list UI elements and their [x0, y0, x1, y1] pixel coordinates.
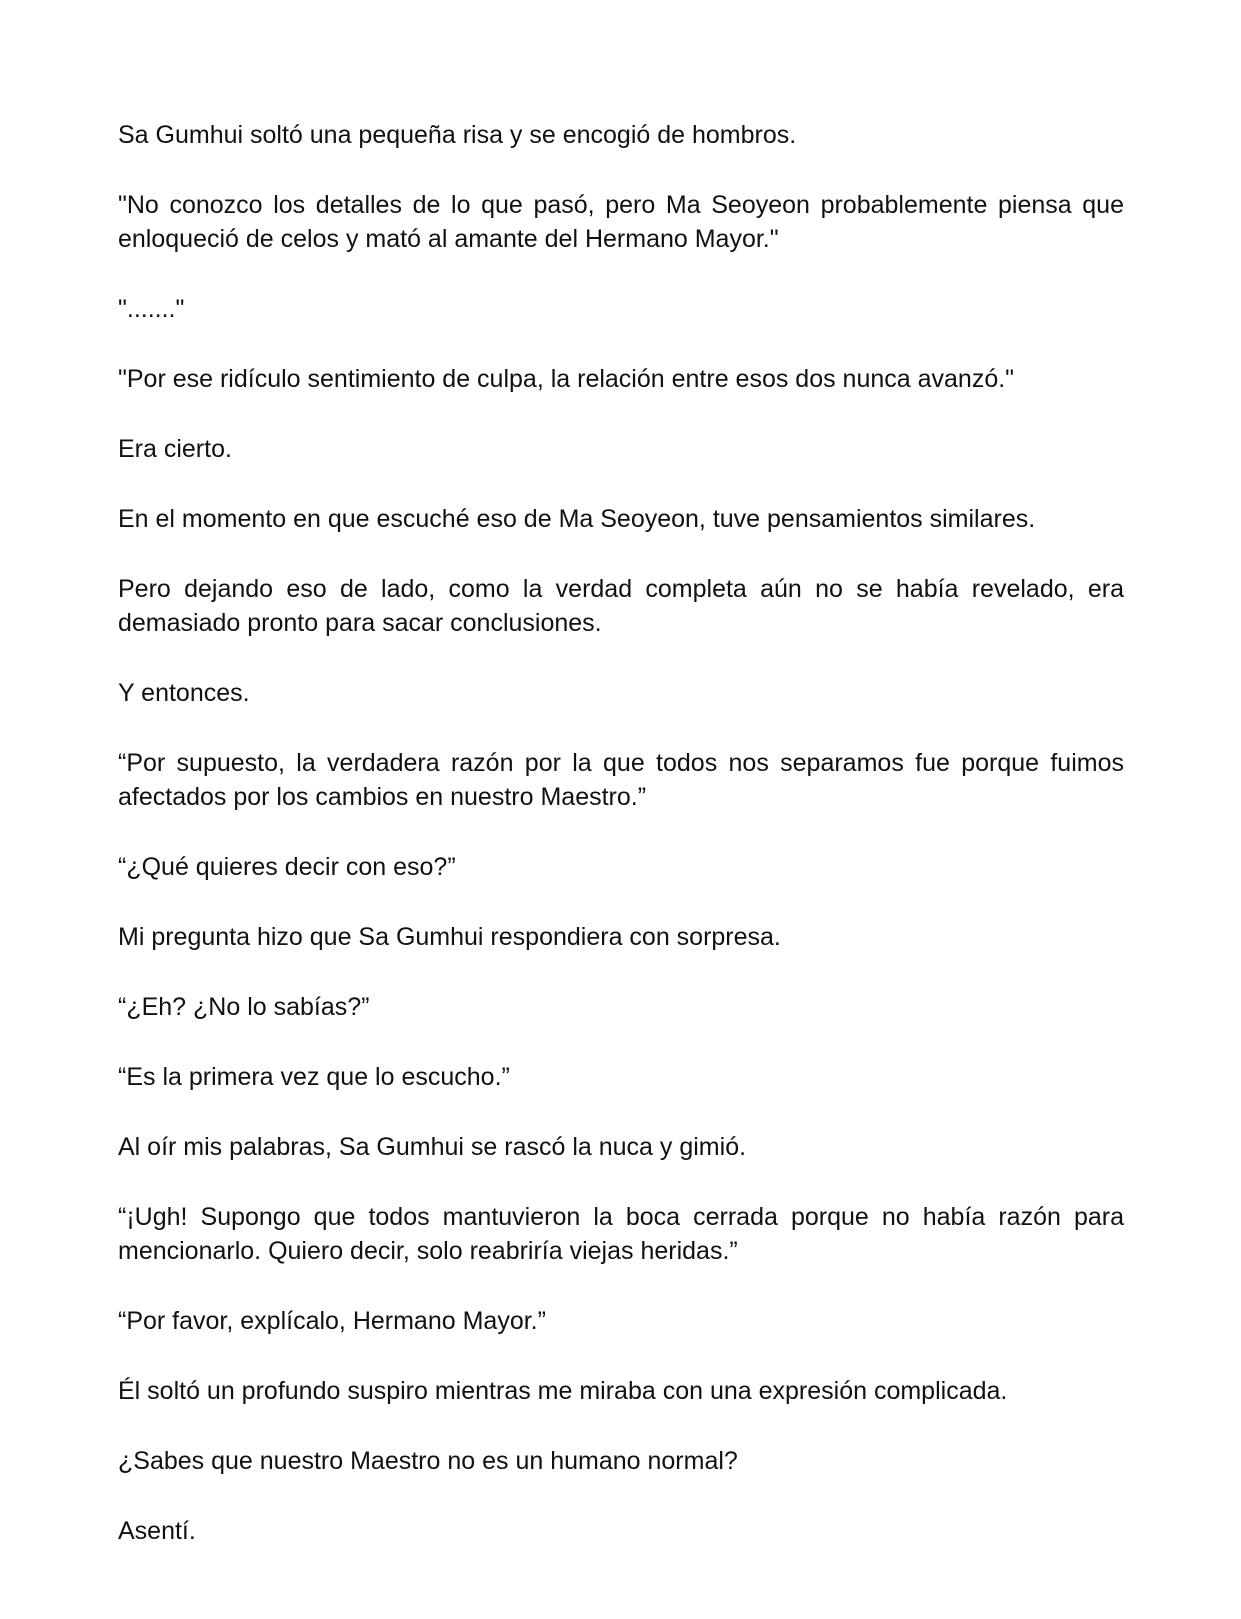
paragraph: Mi pregunta hizo que Sa Gumhui respondiera con sorpresa. [118, 923, 781, 951]
paragraph: Él soltó un profundo suspiro mientras me miraba con una expresión complicada. [118, 1377, 1008, 1405]
paragraph: “Es la primera vez que lo escucho.” [118, 1063, 510, 1091]
paragraph: Era cierto. [118, 435, 232, 463]
paragraph: Al oír mis palabras, Sa Gumhui se rascó la nuca y gimió. [118, 1133, 747, 1161]
paragraph: ¿Sabes que nuestro Maestro no es un humano normal? [118, 1447, 738, 1475]
paragraph: "No conozco los detalles de lo que pasó, pero Ma Seoyeon probablemente piensa que enloqueció de celos y mató al amante del Hermano Mayor." [118, 191, 1124, 253]
paragraph: “¿Eh? ¿No lo sabías?” [118, 993, 370, 1021]
paragraph: "Por ese ridículo sentimiento de culpa, la relación entre esos dos nunca avanzó." [118, 365, 1015, 393]
paragraph: “Por supuesto, la verdadera razón por la que todos nos separamos fue porque fuimos afectados por los cambios en nuestro Maestro.” [118, 749, 1124, 811]
paragraph: "......." [118, 295, 185, 323]
document-body [118, 118, 1124, 1548]
paragraph: Sa Gumhui soltó una pequeña risa y se encogió de hombros. [118, 121, 797, 149]
paragraph: Asentí. [118, 1517, 196, 1545]
paragraph: “¡Ugh! Supongo que todos mantuvieron la boca cerrada porque no había razón para mencionarlo. Quiero decir, solo reabriría viejas heridas.” [118, 1203, 1124, 1265]
paragraph: “Por favor, explícalo, Hermano Mayor.” [118, 1307, 546, 1335]
paragraph: Y entonces. [118, 679, 250, 707]
paragraph: “¿Qué quieres decir con eso?” [118, 853, 456, 881]
paragraph: Pero dejando eso de lado, como la verdad completa aún no se había revelado, era demasiado pronto para sacar conclusiones. [118, 575, 1124, 637]
paragraph: En el momento en que escuché eso de Ma Seoyeon, tuve pensamientos similares. [118, 505, 1036, 533]
